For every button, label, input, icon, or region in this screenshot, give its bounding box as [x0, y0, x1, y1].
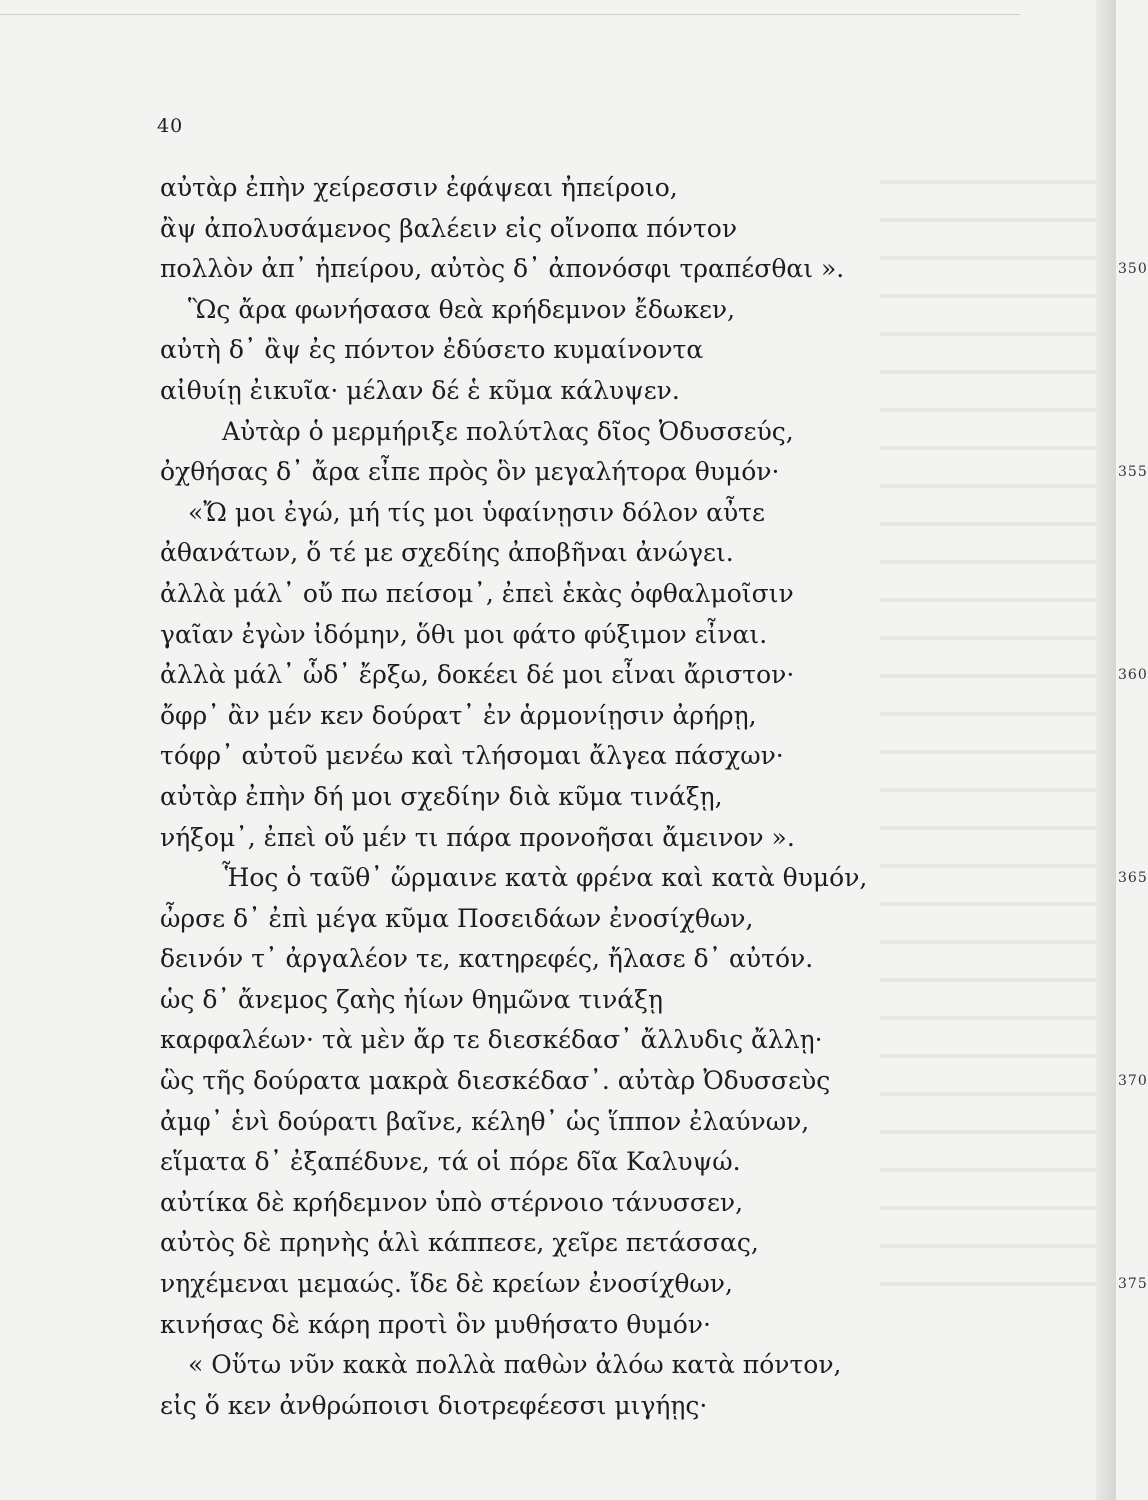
- verse-line: τόφρ᾽ αὐτοῦ μενέω καὶ τλήσομαι ἄλγεα πάσχων·: [160, 741, 784, 771]
- verse-line: Αὐτὰρ ὁ μερμήριξε πολύτλας δῖος Ὀδυσσεύς,: [222, 416, 794, 446]
- verse-line: πολλὸν ἀπ᾽ ἠπείρου, αὐτὸς δ᾽ ἀπονόσφι τραπέσθαι ». 350: [160, 249, 1020, 290]
- verse-line: « Οὕτω νῦν κακὰ πολλὰ παθὼν ἀλόω κατὰ πόντον,: [188, 1350, 842, 1380]
- verse-line: κινήσας δὲ κάρη προτὶ ὃν μυθήσατο θυμόν·: [160, 1309, 711, 1339]
- line-number: 355: [1118, 464, 1148, 481]
- verse-line: αὐτίκα δὲ κρήδεμνον ὑπὸ στέρνοιο τάνυσσεν,: [160, 1187, 744, 1217]
- verse-line: γαῖαν ἐγὼν ἰδόμην, ὅθι μοι φάτο φύξιμον εἶναι.: [160, 619, 768, 649]
- verse-line: ἀλλὰ μάλ᾽ οὔ πω πείσομ᾽, ἐπεὶ ἑκὰς ὀφθαλμοῖσιν: [160, 578, 794, 608]
- verse-line: Ὣς ἄρα φωνήσασα θεὰ κρήδεμνον ἔδωκεν,: [188, 294, 736, 324]
- page-number: 40: [157, 115, 184, 137]
- verse-line: ὣς τῆς δούρατα μακρὰ διεσκέδασ᾽. αὐτὰρ Ὀδυσσεὺς 370: [160, 1061, 1020, 1102]
- verse-line: ἀμφ᾽ ἑνὶ δούρατι βαῖνε, κέληθ᾽ ὡς ἵππον ἐλαύνων,: [160, 1106, 810, 1136]
- verse-text: [160, 168, 1148, 1426]
- line-number: 375: [1118, 1276, 1148, 1293]
- verse-line: αὐτὰρ ἐπὴν χείρεσσιν ἐφάψεαι ἠπείροιο,: [160, 173, 678, 202]
- verse-line: εἵματα δ᾽ ἐξαπέδυνε, τά οἱ πόρε δῖα Καλυψώ.: [160, 1147, 741, 1177]
- verse-line: εἰς ὅ κεν ἀνθρώποισι διοτρεφέεσσι μιγήῃς·: [160, 1390, 708, 1420]
- line-number: 350: [1118, 261, 1148, 278]
- line-number: 370: [1118, 1073, 1148, 1090]
- verse-line: ἂψ ἀπολυσάμενος βαλέειν εἰς οἴνοπα πόντον: [160, 213, 738, 243]
- verse-line: καρφαλέων· τὰ μὲν ἄρ τε διεσκέδασ᾽ ἄλλυδις ἄλλῃ·: [160, 1025, 823, 1055]
- page-edge: [1096, 0, 1116, 1500]
- verse-line: αὐτὸς δὲ πρηνὴς ἁλὶ κάππεσε, χεῖρε πετάσσας,: [160, 1228, 759, 1258]
- verse-line: αὐτὴ δ᾽ ἂψ ἐς πόντον ἐδύσετο κυμαίνοντα: [160, 335, 704, 365]
- verse-line: ὦρσε δ᾽ ἐπὶ μέγα κῦμα Ποσειδάων ἐνοσίχθων,: [160, 903, 754, 933]
- verse-line: ὡς δ᾽ ἄνεμος ζαὴς ἠίων θημῶνα τινάξῃ: [160, 984, 663, 1014]
- verse-line: ἀθανάτων, ὅ τέ με σχεδίης ἀποβῆναι ἀνώγει.: [160, 538, 734, 568]
- verse-line: νηχέμεναι μεμαώς. ἴδε δὲ κρείων ἐνοσίχθων, 375: [160, 1264, 1020, 1305]
- verse-line: αὐτὰρ ἐπὴν δή μοι σχεδίην διὰ κῦμα τινάξῃ,: [160, 781, 723, 811]
- verse-line: νήξομ᾽, ἐπεὶ οὔ μέν τι πάρα προνοῆσαι ἄμεινον ».: [160, 822, 795, 852]
- line-number: 365: [1118, 870, 1148, 887]
- top-rule: [0, 14, 1020, 15]
- verse-line: ὄφρ᾽ ἂν μέν κεν δούρατ᾽ ἐν ἁρμονίῃσιν ἀρήρῃ,: [160, 700, 757, 730]
- verse-line: δεινόν τ᾽ ἀργαλέον τε, κατηρεφές, ἤλασε δ᾽ αὐτόν.: [160, 944, 814, 974]
- verse-line: αἰθυίῃ ἐικυῖα· μέλαν δέ ἑ κῦμα κάλυψεν.: [160, 375, 680, 405]
- verse-line: ὀχθήσας δ᾽ ἄρα εἶπε πρὸς ὃν μεγαλήτορα θυμόν· 355: [160, 452, 1020, 493]
- verse-line: Ἧος ὁ ταῦθ᾽ ὥρμαινε κατὰ φρένα καὶ κατὰ θυμόν, 365: [160, 858, 1020, 899]
- verse-line: «Ὤ μοι ἐγώ, μή τίς μοι ὑφαίνῃσιν δόλον αὖτε: [188, 497, 765, 527]
- verse-line: ἀλλὰ μάλ᾽ ὧδ᾽ ἔρξω, δοκέει δέ μοι εἶναι ἄριστον· 360: [160, 655, 1020, 696]
- line-number: 360: [1118, 667, 1148, 684]
